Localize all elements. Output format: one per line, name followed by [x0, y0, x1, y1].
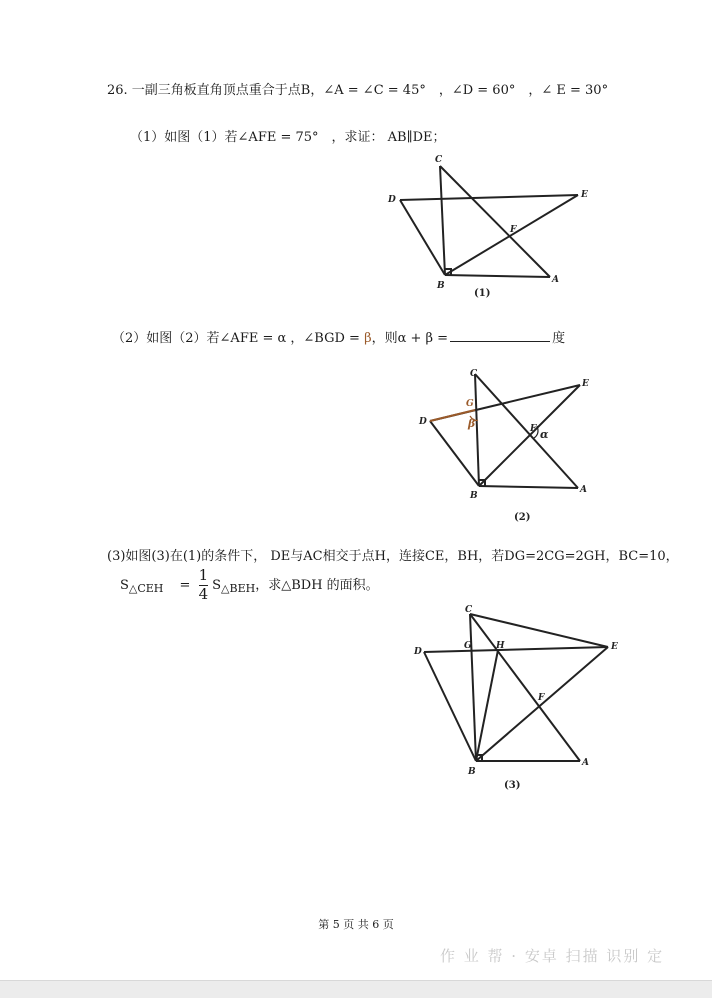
label-e: E	[611, 642, 618, 652]
label-beta: β	[468, 417, 476, 430]
question-intro: 26. 一副三角板直角顶点重合于点B，∠A = ∠C = 45° ，∠D = 60° ，∠ E = 30°	[107, 83, 609, 98]
seg-db	[424, 652, 476, 761]
label-b: B	[470, 491, 478, 501]
caption-1: (1)	[474, 288, 491, 299]
label-d: D	[414, 647, 422, 657]
question-part2	[112, 327, 565, 346]
label-d: D	[419, 417, 427, 427]
label-alpha: α	[540, 428, 549, 441]
label-h: H	[496, 641, 505, 651]
label-d: D	[388, 195, 396, 205]
area-sub-beh: △BEH	[221, 581, 256, 595]
seg-eb	[479, 385, 580, 486]
seg-de	[400, 195, 578, 200]
figure-2	[410, 364, 600, 524]
area-sub-ceh: △CEH	[128, 581, 164, 595]
seg-ba	[479, 486, 578, 488]
seg-db	[430, 421, 479, 486]
seg-cb	[475, 374, 479, 486]
part3-tail: ，求△BDH 的面积。	[255, 577, 379, 593]
question-part3-line1: (3)如图(3)在(1)的条件下， DE与AC相交于点H，连接CE，BH，若DG=2CG=2GH，BC=10，	[107, 549, 679, 564]
seg-db	[400, 200, 445, 275]
part2-text-a: （2）如图（2）若∠AFE = α ，∠BGD =	[112, 331, 365, 346]
area-symbol-1: S	[120, 577, 129, 593]
caption-3: (3)	[504, 780, 521, 791]
label-e: E	[582, 379, 589, 389]
bottom-bar	[0, 980, 712, 998]
fraction-one-quarter	[199, 568, 209, 603]
seg-ba	[445, 275, 550, 277]
label-c: C	[470, 369, 478, 379]
label-a: A	[580, 485, 587, 495]
seg-eb	[445, 195, 578, 275]
part2-unit: 度	[552, 331, 566, 346]
seg-de	[424, 647, 608, 652]
label-g: G	[464, 641, 472, 651]
area-symbol-2: S	[212, 577, 222, 593]
part2-beta: β	[364, 331, 372, 346]
question-part3-line2	[120, 568, 379, 603]
label-e: E	[581, 190, 588, 200]
label-c: C	[435, 155, 443, 165]
label-a: A	[582, 758, 589, 768]
label-f: F	[538, 693, 545, 703]
label-b: B	[437, 281, 445, 291]
seg-cb	[440, 166, 445, 275]
page-footer: 第 5 页 共 6 页	[318, 918, 394, 931]
label-c: C	[465, 605, 473, 615]
question-part1: （1）如图（1）若∠AFE = 75° ，求证： AB∥DE；	[130, 130, 446, 145]
caption-2: (2)	[514, 512, 531, 523]
figure-3	[410, 604, 630, 804]
label-f: F	[510, 225, 517, 235]
fraction-denominator: 4	[198, 584, 209, 603]
watermark-text: 作 业 帮 · 安卓 扫描 识别 定	[440, 947, 665, 965]
figure-1	[380, 150, 600, 300]
label-g: G	[466, 399, 474, 409]
answer-blank[interactable]	[450, 329, 550, 342]
seg-cb	[470, 614, 476, 761]
label-a: A	[552, 275, 559, 285]
seg-ca	[475, 374, 578, 488]
fraction-numerator: 1	[198, 566, 209, 584]
part2-text-b: ，则α + β =	[371, 331, 449, 346]
label-f: F	[530, 424, 537, 434]
label-b: B	[468, 767, 476, 777]
equals-sign: =	[179, 577, 191, 593]
